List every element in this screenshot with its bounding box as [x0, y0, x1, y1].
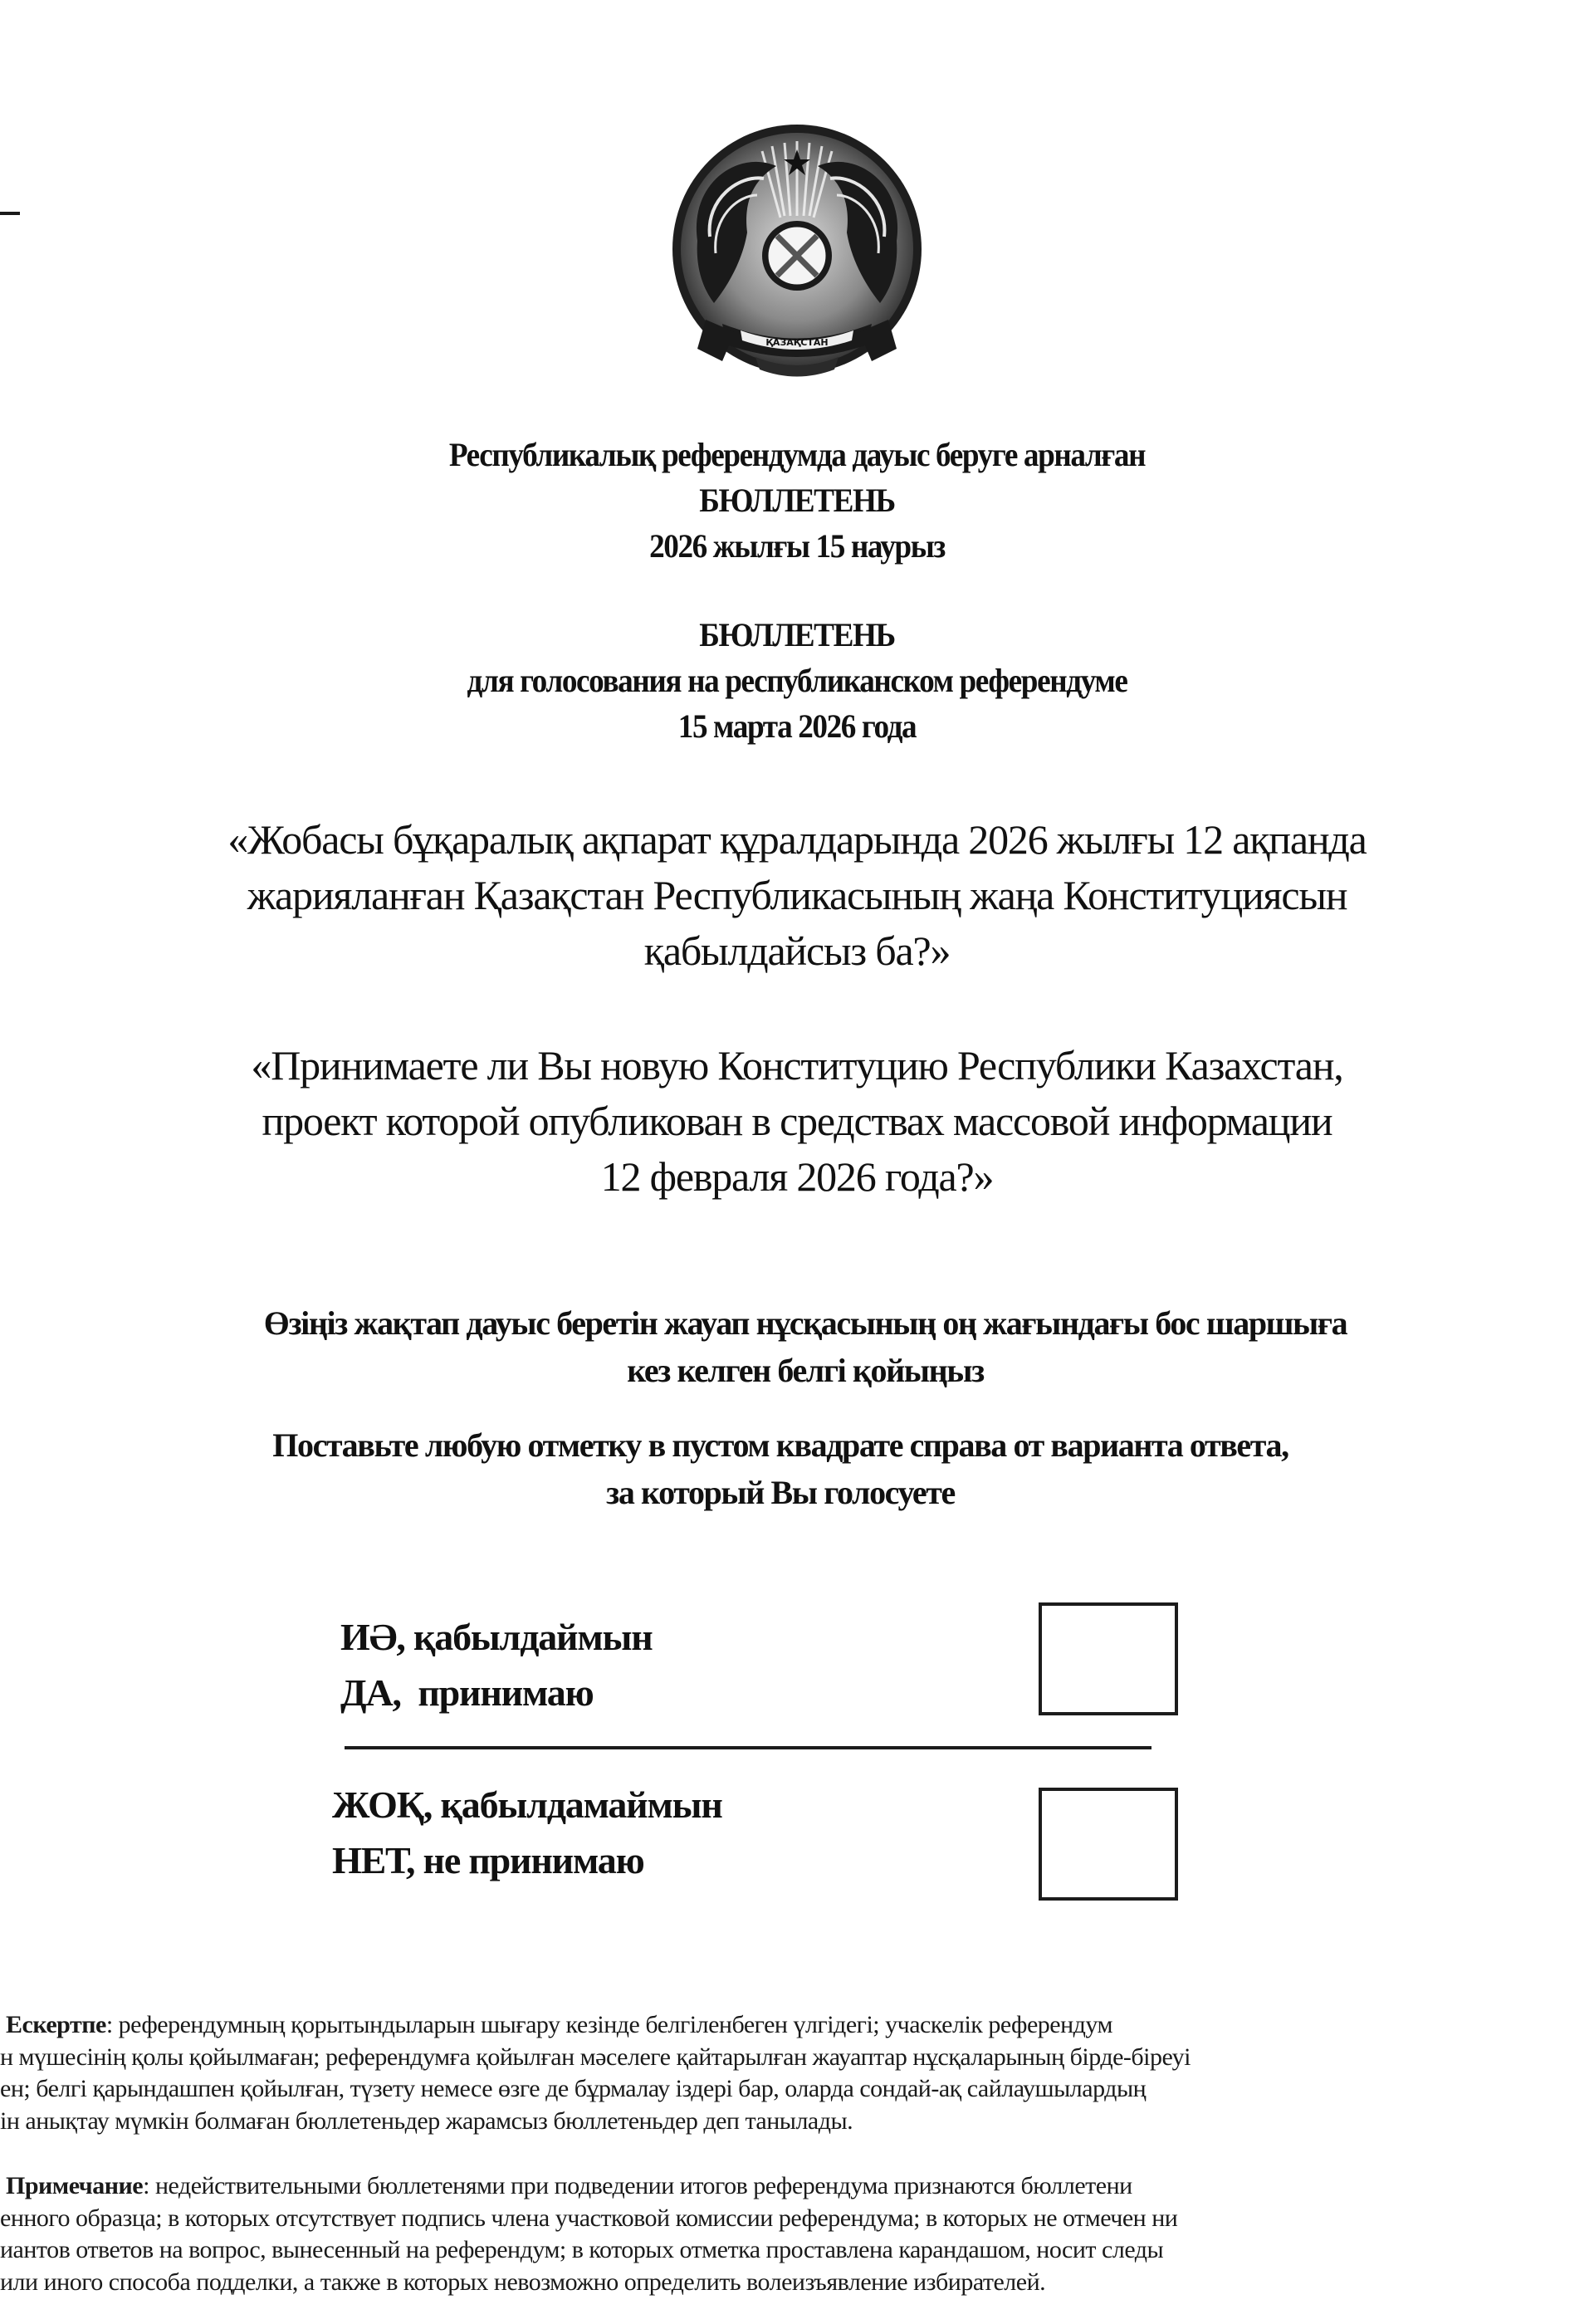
state-emblem-icon	[664, 116, 930, 390]
instructions-russian	[108, 1421, 1453, 1516]
question-kazakh	[83, 812, 1511, 979]
question-kz-line1: «Жобасы бұқаралық ақпарат құралдарында 2026 жылғы 12 ақпанда	[227, 816, 1367, 863]
header-ru-line2: для голосования на республиканском референдуме	[467, 662, 1127, 699]
option-yes-label	[340, 1609, 653, 1720]
question-ru-line2: проект которой опубликован в средствах массовой информации	[262, 1098, 1332, 1144]
footnote-kz-line: Ескертпе: референдумның қорытындыларын шығару кезінде белгіленбеген үлгідегі; учаскелік референдум	[6, 2011, 1113, 2038]
footnote-ru-line: енного образца; в которых отсутствует подпись члена участковой комиссии референдума; в которых не отмечен ни	[0, 2204, 1178, 2232]
option-yes-kz: ИӘ, қабылдаймын	[340, 1616, 653, 1658]
svg-text:ҚАЗАҚСТАН: ҚАЗАҚСТАН	[765, 337, 829, 348]
instructions-kazakh	[100, 1299, 1511, 1394]
option-no-ru: НЕТ, не принимаю	[332, 1839, 644, 1881]
question-russian	[100, 1038, 1494, 1205]
footnote-ru-label: Примечание	[6, 2172, 144, 2199]
header-ru-title: БЮЛЛЕТЕНЬ	[699, 616, 895, 653]
header-ru-date: 15 марта 2026 года	[677, 707, 917, 745]
question-ru-line1: «Принимаете ли Вы новую Конституцию Республики Казахстан,	[251, 1042, 1343, 1089]
footnote-kz-line: ен; белгі қарындашпен қойылған, түзету немесе өзге де бұрмалау іздері бар, оларда сондай-ақ сайлаушылардың	[0, 2075, 1147, 2102]
footnote-kazakh	[0, 2009, 1594, 2137]
header-kz-date: 2026 жылғы 15 наурыз	[649, 527, 945, 565]
footnote-ru-line: или иного способа подделки, а также в которых невозможно определить волеизъявление избирателей.	[0, 2268, 1046, 2296]
edge-mark	[0, 212, 20, 215]
question-kz-line3: қабылдайсыз ба?»	[643, 927, 951, 974]
option-no-checkbox[interactable]	[1039, 1788, 1178, 1901]
footnote-ru-line: Примечание: недействительными бюллетенями при подведении итогов референдума признаются бюллетени	[6, 2172, 1132, 2199]
header-kazakh	[56, 432, 1538, 569]
footnote-russian	[0, 2170, 1594, 2298]
option-no-label	[332, 1777, 722, 1888]
question-kz-line2: жарияланған Қазақстан Республикасының жаңа Конституциясын	[247, 872, 1347, 918]
footnote-ru-line: иантов ответов на вопрос, вынесенный на референдум; в которых отметка проставлена карандашом, носит следы	[0, 2236, 1164, 2263]
options-divider	[345, 1746, 1151, 1749]
footnote-kz-label: Ескертпе	[6, 2011, 106, 2038]
option-yes-checkbox[interactable]	[1039, 1602, 1178, 1715]
header-kz-line1: Республикалық референдумда дауыс беруге арналған	[448, 436, 1146, 473]
instructions-kz-line1: Өзіңіз жақтап дауыс беретін жауап нұсқасының оң жағындағы бос шаршыға	[263, 1304, 1347, 1342]
instructions-kz-line2: кез келген белгі қойыңыз	[627, 1352, 984, 1389]
option-no-kz: ЖОҚ, қабылдамаймын	[332, 1783, 722, 1826]
option-yes-ru: ДА, принимаю	[340, 1671, 594, 1714]
header-kz-title: БЮЛЛЕТЕНЬ	[699, 482, 895, 519]
instructions-ru-line1: Поставьте любую отметку в пустом квадрате справа от варианта ответа,	[272, 1426, 1288, 1464]
question-ru-line3: 12 февраля 2026 года?»	[600, 1153, 994, 1200]
footnote-kz-line: ін анықтау мүмкін болмаған бюллетеньдер жарамсыз бюллетеньдер деп танылады.	[0, 2106, 853, 2135]
header-russian	[56, 612, 1538, 749]
instructions-ru-line2: за который Вы голосуете	[606, 1474, 955, 1511]
footnote-kz-line: н мүшесінің қолы қойылмаған; референдумға қойылған мәселеге қайтарылған жауаптар нұсқаларының бірде-біреуі	[0, 2043, 1191, 2071]
